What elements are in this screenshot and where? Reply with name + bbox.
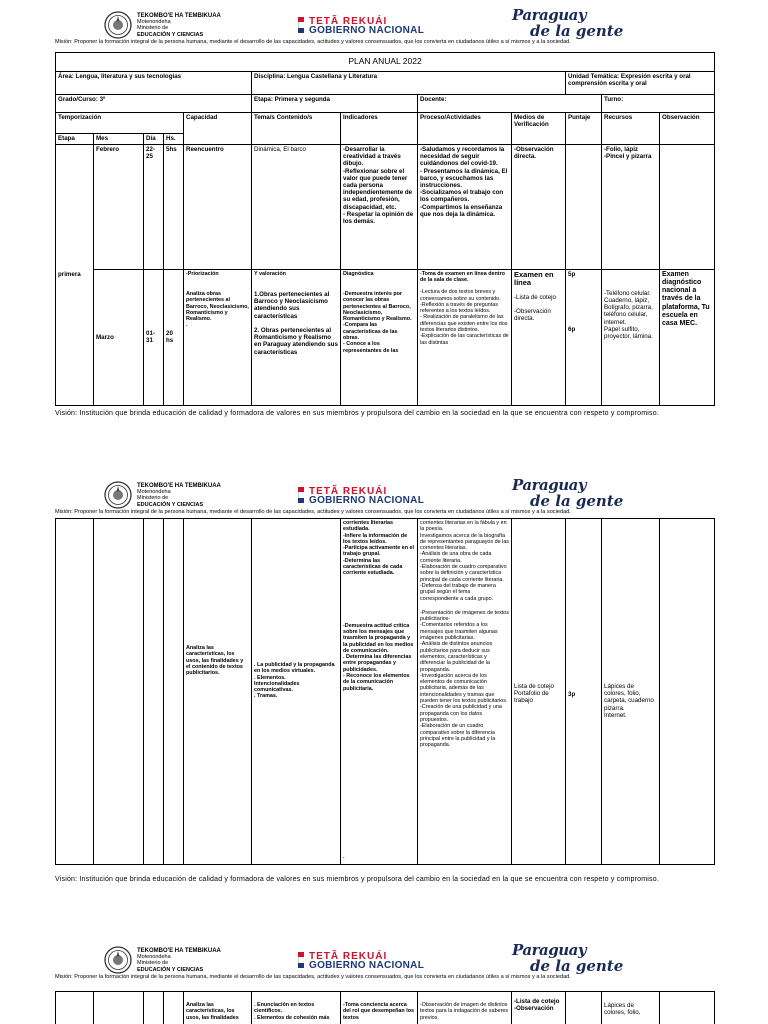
mec-seal-icon xyxy=(104,946,132,974)
proceso-cell: -Toma de examen en línea dentro de la sala de clase. -Lectura de dos textos breves y conversamos sobre su contenido. -Reflexión a través de preguntas referentes a los textos leídos. - Realización de paralelismo de las diferencias que existen entre los dos textos literarios distintos. -Explicación de las características de las distintas xyxy=(418,269,512,405)
indicadores-cell: -Toma conciencia acerca del rol que desempeñan los textos xyxy=(341,992,418,1024)
temporizacion-header: Temporización xyxy=(56,113,184,134)
capacidad-cell: Analiza las características, los usos, las finalidades xyxy=(184,992,252,1024)
table-row xyxy=(56,145,715,270)
dia-header: Día xyxy=(144,134,164,145)
puntaje-cell xyxy=(566,145,602,270)
proceso-cell: -Observación de imagen de distintos textos para la indagación de saberes previos. xyxy=(418,992,512,1024)
table-row xyxy=(56,269,715,405)
medios-cell: Examen en línea -Lista de cotejo -Observación directa. xyxy=(512,269,566,405)
plan-table xyxy=(55,52,715,406)
grado-cell: Grado/Curso: 3º xyxy=(56,95,252,113)
disciplina-cell: Disciplina: Lengua Castellana y Literatura xyxy=(252,72,566,95)
plan-table-continued xyxy=(55,518,715,865)
mes-cell: Febrero xyxy=(94,145,144,270)
page-2 xyxy=(0,470,768,883)
mes-cell xyxy=(94,519,144,865)
indicadores-cell: corrientes literarias estudiada. -Infiere la información de los textos leídos. -Participa activamente en el trabajo grupal. -Determina las características de cada corriente estudiada. -Demuestra actitud crítica sobre los mensajes que trasmiten la propaganda y la publicidad en los medios de comunicación. . Determina las diferencias entre propagandas y publicidades. - Reconoce los elementos de la comunicación publicitaria. . xyxy=(341,519,418,865)
recursos-cell: -Folio, lápiz -Pincel y pizarra xyxy=(602,145,660,270)
observacion-cell xyxy=(660,519,715,865)
unidad-tematica-cell: Unidad Temática: Expresión escrita y oral comprensión escrita y oral xyxy=(566,72,715,95)
hs-cell xyxy=(164,519,184,865)
puntaje-header: Puntaje xyxy=(566,113,602,145)
page-header: TEKOMBO'E HA TEMBIKUAA Motenondeha Ministerio de EDUCACIÓN Y CIENCIAS TETÃ REKUÁI GOBIERNO NACIONAL Paraguay de la gente Misión: Proponer la formación integral de la persona humana, mediante el desarrollo de las capacidades, actitudes y valores consensuados, que los convierta en ciudadanos útiles a sí mismos y a la sociedad. xyxy=(55,941,624,980)
capacidad-cell: -Priorización Analiza obras pertenecientes al Barroco, Neoclasicismo, Romanticismo y Realismo. . xyxy=(184,269,252,405)
mision-text: Misión: Proponer la formación integral de la persona humana, mediante el desarrollo de las capacidades, actitudes y valores consensuados, que los convierta en ciudadanos útiles a sí mismos y a la sociedad. xyxy=(55,974,571,980)
medios-cell: -Lista de cotejo -Observación xyxy=(512,992,566,1024)
proceso-header: Proceso/Actividades xyxy=(418,113,512,145)
mec-seal-icon xyxy=(104,481,132,509)
docente-cell: Docente: xyxy=(418,95,602,113)
recursos-cell: Lápices de colores, folio, xyxy=(602,992,660,1024)
recursos-header: Recursos xyxy=(602,113,660,145)
plan-table-continued xyxy=(55,991,715,1024)
mec-logo-text: TEKOMBO'E HA TEMBIKUAA Motenondeha Ministerio de EDUCACIÓN Y CIENCIAS xyxy=(137,483,221,508)
capacidad-cell: Reencuentro xyxy=(184,145,252,270)
etapa-cell xyxy=(56,992,94,1024)
observacion-header: Observación xyxy=(660,113,715,145)
paraguay-de-la-gente-logo: Paraguay de la gente xyxy=(512,476,624,510)
indicadores-cell: Diagnóstica -Demuestra interés por conocer las obras pertenecientes al Barroco, Neoclasicismo, Romanticismo y Realismo. -Compara las características de las obras. - Conoce a los representantes de las xyxy=(341,269,418,405)
capacidad-header: Capacidad xyxy=(184,113,252,145)
dia-cell: 22- 25 xyxy=(144,145,164,270)
observacion-cell xyxy=(660,992,715,1024)
tema-cell: . La publicidad y la propaganda en los medios virtuales. . Elementos. Intencionalidades comunicativas. . Tramas. xyxy=(252,519,341,865)
tema-header: Tema/s Contenido/s xyxy=(252,113,341,145)
etapa-header: Etapa xyxy=(56,134,94,145)
mes-header: Mes xyxy=(94,134,144,145)
medios-cell: Lista de cotejo Portafolio de trabajo xyxy=(512,519,566,865)
puntaje-cell: 3p xyxy=(566,519,602,865)
flag-icon xyxy=(298,487,304,503)
medios-header: Medios de Verificación xyxy=(512,113,566,145)
proceso-cell: -Saludamos y recordamos la necesidad de seguir cuidándonos del covid-19. - Presentamos la dinámica, El barco, y escuchamos las instrucciones. -Socializamos el trabajo con los compañeros. -Compartimos la enseñanza que nos deja la dinámica. xyxy=(418,145,512,270)
page-1 xyxy=(0,0,768,417)
mec-seal-icon xyxy=(104,11,132,39)
puntaje-cell: 5p 6p xyxy=(566,269,602,405)
mision-text: Misión: Proponer la formación integral de la persona humana, mediante el desarrollo de las capacidades, actitudes y valores consensuados, que los convierta en ciudadanos útiles a sí mismos y a la sociedad. xyxy=(55,509,571,515)
puntaje-cell xyxy=(566,992,602,1024)
tema-cell: . Enunciación en textos científicos. . Elementos de cohesión más xyxy=(252,992,341,1024)
vision-text: Visión: Institución que brinda educación de calidad y formadora de valores en sus miembros y propulsora del cambio en la sociedad en la que se encuentra con respeto y compromiso. xyxy=(55,876,659,883)
mision-text: Misión: Proponer la formación integral de la persona humana, mediante el desarrollo de las capacidades, actitudes y valores consensuados, que los convierta en ciudadanos útiles a sí mismos y a la sociedad. xyxy=(55,39,571,45)
table-row xyxy=(56,992,715,1024)
etapa-cell: Etapa: Primera y segunda xyxy=(252,95,418,113)
dia-cell xyxy=(144,992,164,1024)
page-3 xyxy=(0,935,768,1024)
observacion-cell xyxy=(660,145,715,270)
mec-logo-text: TEKOMBO'E HA TEMBIKUAA Motenondeha Ministerio de EDUCACIÓN Y CIENCIAS xyxy=(137,948,221,973)
mec-logo-text: TEKOMBO'E HA TEMBIKUAA Motenondeha Ministerio de EDUCACIÓN Y CIENCIAS xyxy=(137,13,221,38)
mes-cell xyxy=(94,992,144,1024)
indicadores-cell: -Desarrollar la creatividad a través dibujo. -Reflexionar sobre el valor que puede tener cada persona independientemente de su edad, profesión, discapacidad, etc. - Respetar la opinión de los demás. xyxy=(341,145,418,270)
plan-title: PLAN ANUAL 2022 xyxy=(56,53,715,72)
paraguay-de-la-gente-logo: Paraguay de la gente xyxy=(512,6,624,40)
hs-cell: 5hs xyxy=(164,145,184,270)
proceso-cell: corrientes literarias en la fábula y en la poesía. Investigamos acerca de la biografía de representantes paraguayos de las corrientes literarias. -Análisis de una obra de cada corriente literaria. -Elaboración de cuadro comparativo sobre la definición y característica principal de cada corriente literaria. -Defensa del trabajo de manera grupal según el tema correspondiente a cada grupo. -Presentación de imágenes de textos publicitarios- -Comentarios referidos a los mensajes que trasmiten algunas imágenes publicitarias. -Análisis de distintos anuncios publicitarios para deducir sus elementos, características y diferenciar la publicidad de la propaganda. -Investigación acerca de los elementos de comunicación publicitaria, además de las intencionalidades y tramas que pueden tener los textos publicitarios. -Creación de una publicidad y una propaganda con los datos propuestos. -Elaboración de un cuadro comparativo sobre la diferencia principal entre la publicidad y la propaganda. xyxy=(418,519,512,865)
page-header: TEKOMBO'E HA TEMBIKUAA Motenondeha Ministerio de EDUCACIÓN Y CIENCIAS TETÃ REKUÁI GOBIERNO NACIONAL Paraguay de la gente Misión: Proponer la formación integral de la persona humana, mediante el desarrollo de las capacidades, actitudes y valores consensuados, que los convierta en ciudadanos útiles a sí mismos y a la sociedad. xyxy=(55,6,624,45)
area-cell: Área: Lengua, literatura y sus tecnologías xyxy=(56,72,252,95)
indicadores-header: Indicadores xyxy=(341,113,418,145)
flag-icon xyxy=(298,17,304,33)
dia-cell xyxy=(144,519,164,865)
medios-cell: -Observación directa. xyxy=(512,145,566,270)
tema-cell: Dinámica, El barco xyxy=(252,145,341,270)
turno-cell: Turno: xyxy=(602,95,715,113)
page-header: TEKOMBO'E HA TEMBIKUAA Motenondeha Ministerio de EDUCACIÓN Y CIENCIAS TETÃ REKUÁI GOBIERNO NACIONAL Paraguay de la gente Misión: Proponer la formación integral de la persona humana, mediante el desarrollo de las capacidades, actitudes y valores consensuados, que los convierta en ciudadanos útiles a sí mismos y a la sociedad. xyxy=(55,476,624,515)
recursos-cell: -Teléfono celular. Cuaderno, lápiz, Bolígrafo, pizarra, teléfono celular, internet. Papel sulfito, proyector, lámina. xyxy=(602,269,660,405)
tema-cell: Y valoración 1.Obras pertenecientes al Barroco y Neoclasicismo atendiendo sus características 2. Obras pertenecientes al Romanticismo y Realismo en Paraguay atendiendo sus características xyxy=(252,269,341,405)
flag-icon xyxy=(298,952,304,968)
hs-header: Hs. xyxy=(164,134,184,145)
paraguay-de-la-gente-logo: Paraguay de la gente xyxy=(512,941,624,975)
etapa-value: primera xyxy=(56,145,94,406)
mes-cell: Marzo xyxy=(94,269,144,405)
observacion-cell: Examen diagnóstico nacional a través de la plataforma, Tu escuela en casa MEC. xyxy=(660,269,715,405)
hs-cell xyxy=(164,992,184,1024)
hs-cell: 20 hs xyxy=(164,269,184,405)
dia-cell: 01- 31 xyxy=(144,269,164,405)
vision-text: Visión: Institución que brinda educación de calidad y formadora de valores en sus miembros y propulsora del cambio en la sociedad en la que se encuentra con respeto y compromiso. xyxy=(55,410,659,417)
recursos-cell: Lápices de colores, folio, carpeta, cuaderno pizarra. Internet. xyxy=(602,519,660,865)
capacidad-cell: Analiza las características, los usos, las finalidades y el contenido de textos publicitarios. xyxy=(184,519,252,865)
etapa-cell xyxy=(56,519,94,865)
table-row xyxy=(56,519,715,865)
